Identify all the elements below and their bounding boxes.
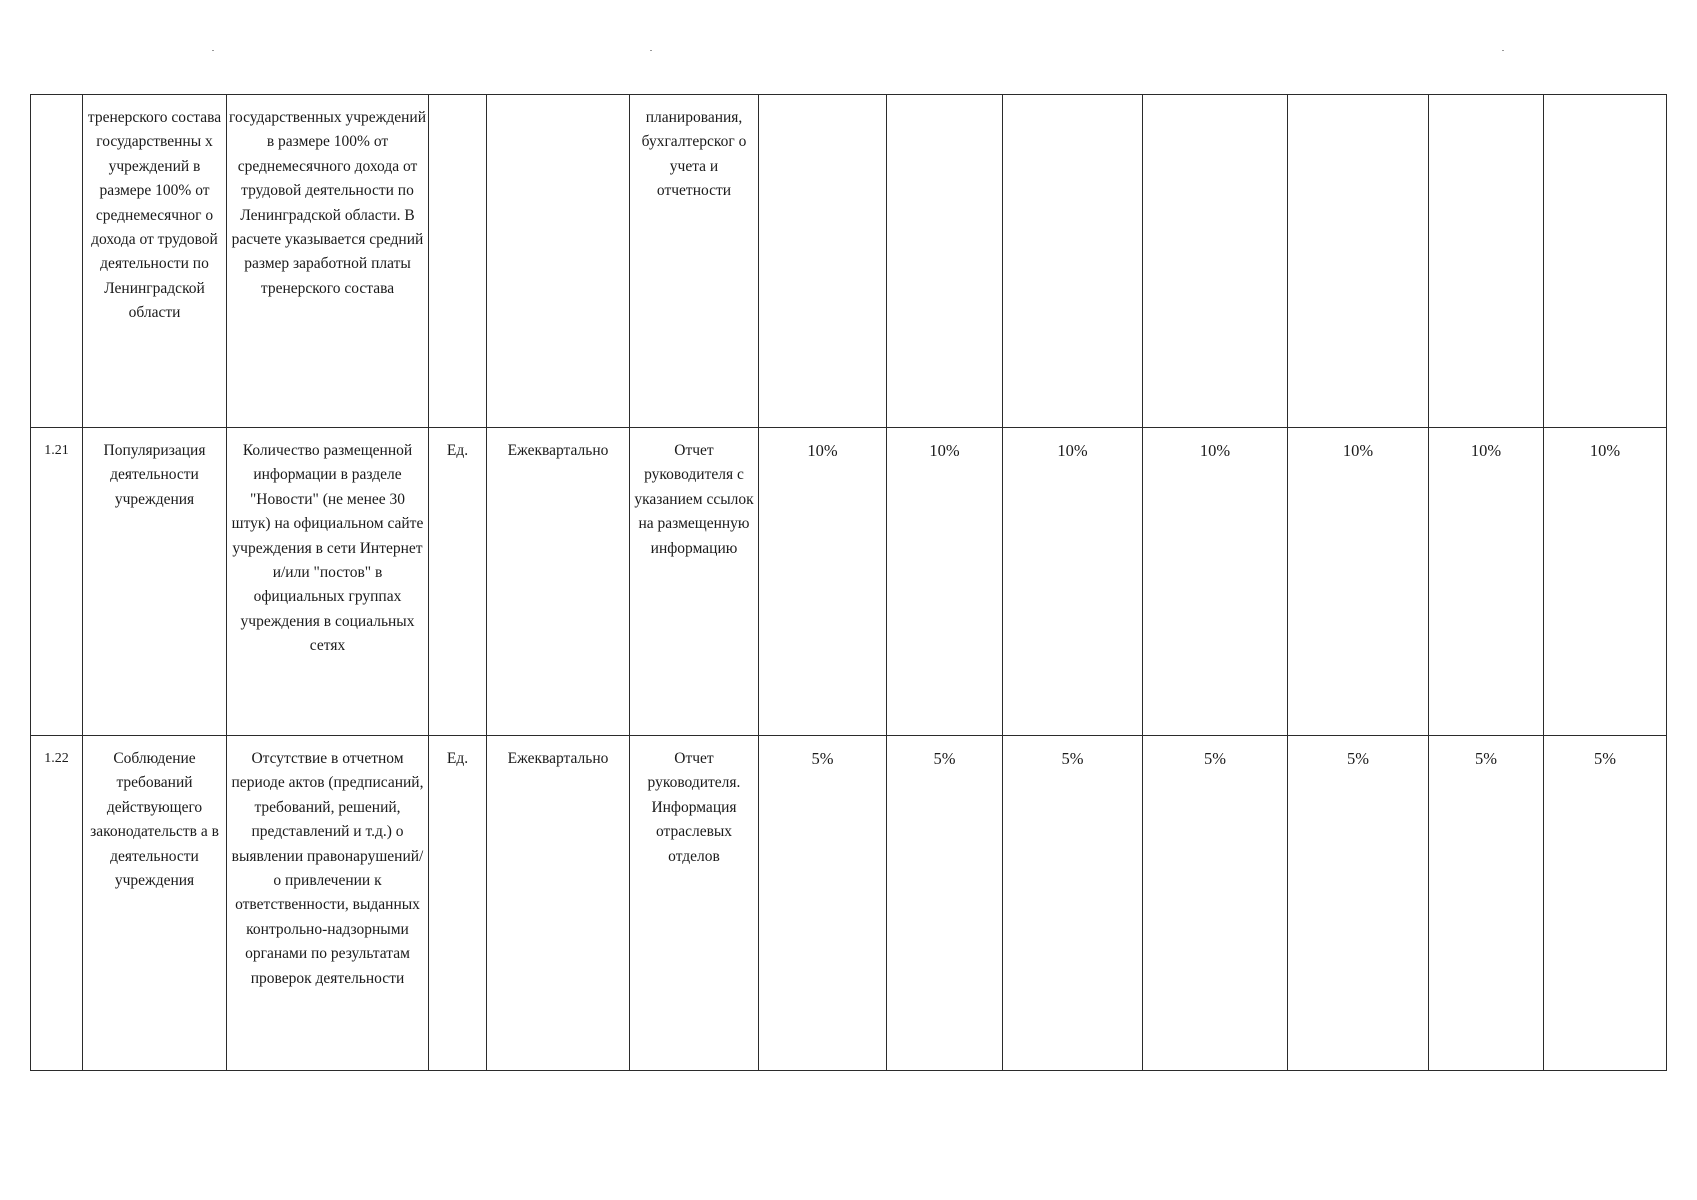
value-cell: 10%	[1003, 428, 1143, 736]
value-cell: 10%	[759, 428, 887, 736]
table-row	[31, 95, 1667, 428]
value-cell: 5%	[759, 736, 887, 1071]
unit-cell: Ед.	[429, 736, 487, 1071]
value-cell	[1143, 95, 1288, 428]
value-cell	[1288, 95, 1429, 428]
criteria-cell: государственных учреждений в размере 100% от среднемесячного дохода от трудовой деятельности по Ленинградской области. В расчете указывается средний размер заработной платы тренерского состава	[227, 95, 429, 428]
indicator-name-cell: Популяризация деятельности учреждения	[83, 428, 227, 736]
value-cell	[1429, 95, 1544, 428]
indicator-name-cell: тренерского состава государственны х учреждений в размере 100% от среднемесячног о дохода от трудовой деятельности по Ленинградской области	[83, 95, 227, 428]
table-row	[31, 428, 1667, 736]
value-cell: 5%	[1143, 736, 1288, 1071]
value-cell: 5%	[887, 736, 1003, 1071]
indicator-name-cell: Соблюдение требований действующего законодательств а в деятельности учреждения	[83, 736, 227, 1071]
periodicity-cell: Ежеквартально	[487, 428, 630, 736]
row-number-cell	[31, 95, 83, 428]
row-number-cell: 1.21	[31, 428, 83, 736]
scan-speck	[212, 50, 214, 51]
indicators-table	[30, 94, 1667, 1071]
value-cell: 5%	[1003, 736, 1143, 1071]
value-cell: 5%	[1429, 736, 1544, 1071]
source-cell: планирования, бухгалтерског о учета и отчетности	[630, 95, 759, 428]
value-cell: 10%	[1288, 428, 1429, 736]
scan-speck	[1502, 50, 1504, 51]
periodicity-cell	[487, 95, 630, 428]
value-cell	[887, 95, 1003, 428]
criteria-cell: Отсутствие в отчетном периоде актов (предписаний, требований, решений, представлений и т.д.) о выявлении правонарушений/ о привлечении к ответственности, выданных контрольно-надзорными органами по результатам проверок деятельности	[227, 736, 429, 1071]
value-cell	[1003, 95, 1143, 428]
value-cell: 5%	[1288, 736, 1429, 1071]
criteria-cell: Количество размещенной информации в разделе "Новости" (не менее 30 штук) на официальном сайте учреждения в сети Интернет и/или "постов" в официальных группах учреждения в социальных сетях	[227, 428, 429, 736]
source-cell: Отчет руководителя. Информация отраслевых отделов	[630, 736, 759, 1071]
unit-cell: Ед.	[429, 428, 487, 736]
value-cell: 10%	[1544, 428, 1667, 736]
value-cell	[1544, 95, 1667, 428]
value-cell	[759, 95, 887, 428]
value-cell: 10%	[1143, 428, 1288, 736]
table-row	[31, 736, 1667, 1071]
source-cell: Отчет руководителя с указанием ссылок на размещенную информацию	[630, 428, 759, 736]
row-number-cell: 1.22	[31, 736, 83, 1071]
unit-cell	[429, 95, 487, 428]
scan-speck	[650, 50, 652, 51]
periodicity-cell: Ежеквартально	[487, 736, 630, 1071]
value-cell: 10%	[887, 428, 1003, 736]
value-cell: 5%	[1544, 736, 1667, 1071]
value-cell: 10%	[1429, 428, 1544, 736]
